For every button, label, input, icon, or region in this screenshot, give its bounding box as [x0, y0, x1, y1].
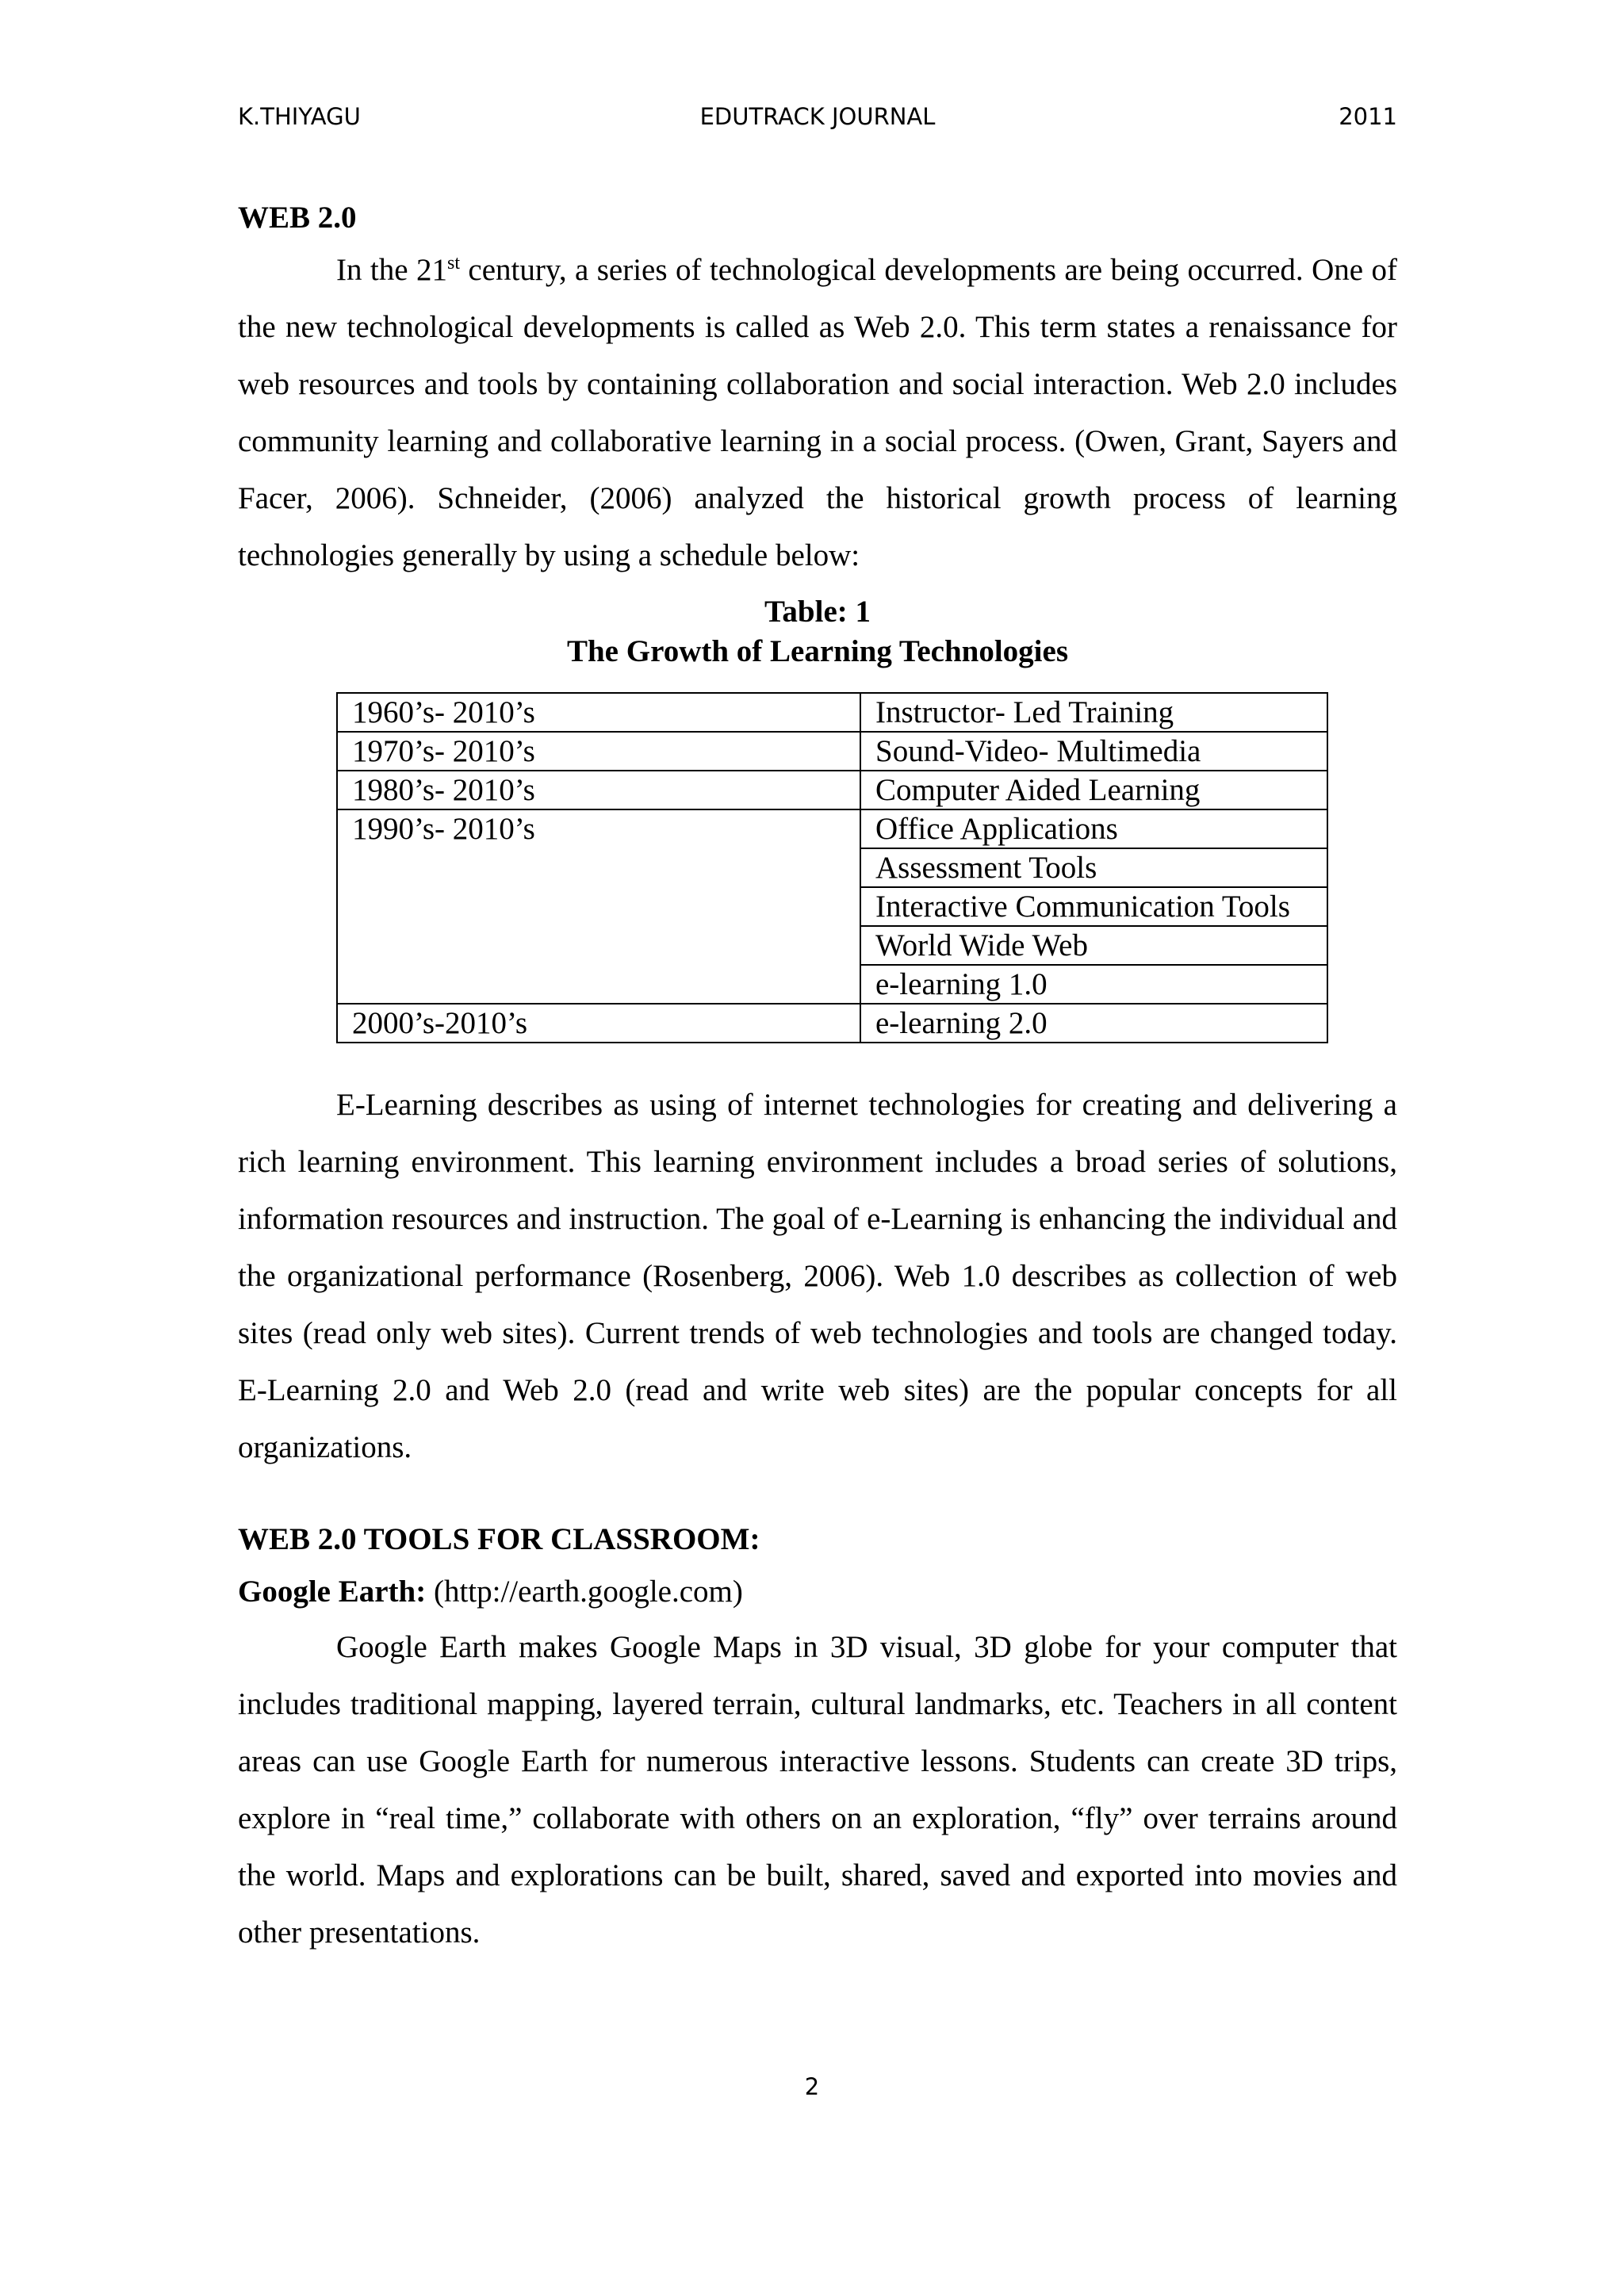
elearning-paragraph: E-Learning describes as using of internet technologies for creating and delivering a rich learning environment. This learning environment includes a broad series of solutions, information resources and instruction. The goal of e-Learning is enhancing the individual and the organizational performance (Rosenberg, 2006). Web 1.0 describes as collection of web sites (read only web sites). Current trends of web technologies and tools are changed today. E-Learning 2.0 and Web 2.0 (read and write web sites) are the popular concepts for all organizations. — [238, 1088, 1397, 1464]
table-cell-technology: Office Applications — [860, 809, 1327, 848]
growth-table — [336, 692, 1328, 1043]
table-row — [337, 693, 1327, 732]
tool-label: Google Earth: — [238, 1575, 427, 1609]
page-number: 2 — [804, 2073, 820, 2100]
table-cell-technology: Sound-Video- Multimedia — [860, 732, 1327, 771]
intro-paragraph — [238, 242, 1397, 584]
tool-line — [238, 1568, 1397, 1616]
table-wrapper — [336, 692, 1328, 1043]
table-caption-title: The Growth of Learning Technologies — [566, 634, 1069, 668]
table-row — [337, 771, 1327, 809]
page-content — [238, 194, 1397, 1961]
table-cell-period: 1980’s- 2010’s — [337, 771, 860, 809]
intro-lead: In the 21 — [336, 253, 447, 287]
table-cell-technology: Assessment Tools — [860, 848, 1327, 887]
table-cell-technology: e-learning 1.0 — [860, 965, 1327, 1004]
table-cell-technology: Instructor- Led Training — [860, 693, 1327, 732]
table-cell-period: 1990’s- 2010’s — [337, 809, 860, 1004]
table-row — [337, 809, 1327, 848]
running-header — [238, 97, 1397, 136]
table-row — [337, 732, 1327, 771]
tool-url: (http://earth.google.com) — [426, 1575, 743, 1609]
header-author: K.THIYAGU — [238, 103, 361, 130]
table-cell-technology: Interactive Communication Tools — [860, 887, 1327, 926]
table-row — [337, 1004, 1327, 1043]
intro-rest: century, a series of technological developments are being occurred. One of the new technological developments is called as Web 2.0. This term states a renaissance for web resources and tools by containing collaboration and social interaction. Web 2.0 includes community learning and collaborative learning in a social process. (Owen, Grant, Sayers and Facer, 2006). Schneider, (2006) analyzed the historical growth process of learning technologies generally by using a schedule below: — [238, 253, 1397, 572]
google-earth-paragraph: Google Earth makes Google Maps in 3D visual, 3D globe for your computer that includes traditional mapping, layered terrain, cultural landmarks, etc. Teachers in all content areas can use Google Earth for numerous interactive lessons. Students can create 3D trips, explore in “real time,” collaborate with others on an exploration, “fly” over terrains around the world. Maps and explorations can be built, shared, saved and exported into movies and other presentations. — [238, 1630, 1397, 1950]
header-journal: EDUTRACK JOURNAL — [699, 103, 936, 130]
table-cell-period: 2000’s-2010’s — [337, 1004, 860, 1043]
header-year: 2011 — [1339, 103, 1397, 130]
table-cell-period: 1960’s- 2010’s — [337, 693, 860, 732]
section-heading-web20: WEB 2.0 — [238, 201, 357, 235]
section-heading-tools: WEB 2.0 TOOLS FOR CLASSROOM: — [238, 1522, 760, 1556]
table-cell-technology: Computer Aided Learning — [860, 771, 1327, 809]
table-cell-technology: World Wide Web — [860, 926, 1327, 965]
table-cell-technology: e-learning 2.0 — [860, 1004, 1327, 1043]
intro-superscript: st — [446, 253, 460, 274]
table-cell-period: 1970’s- 2010’s — [337, 732, 860, 771]
table-caption-number: Table: 1 — [764, 595, 871, 629]
